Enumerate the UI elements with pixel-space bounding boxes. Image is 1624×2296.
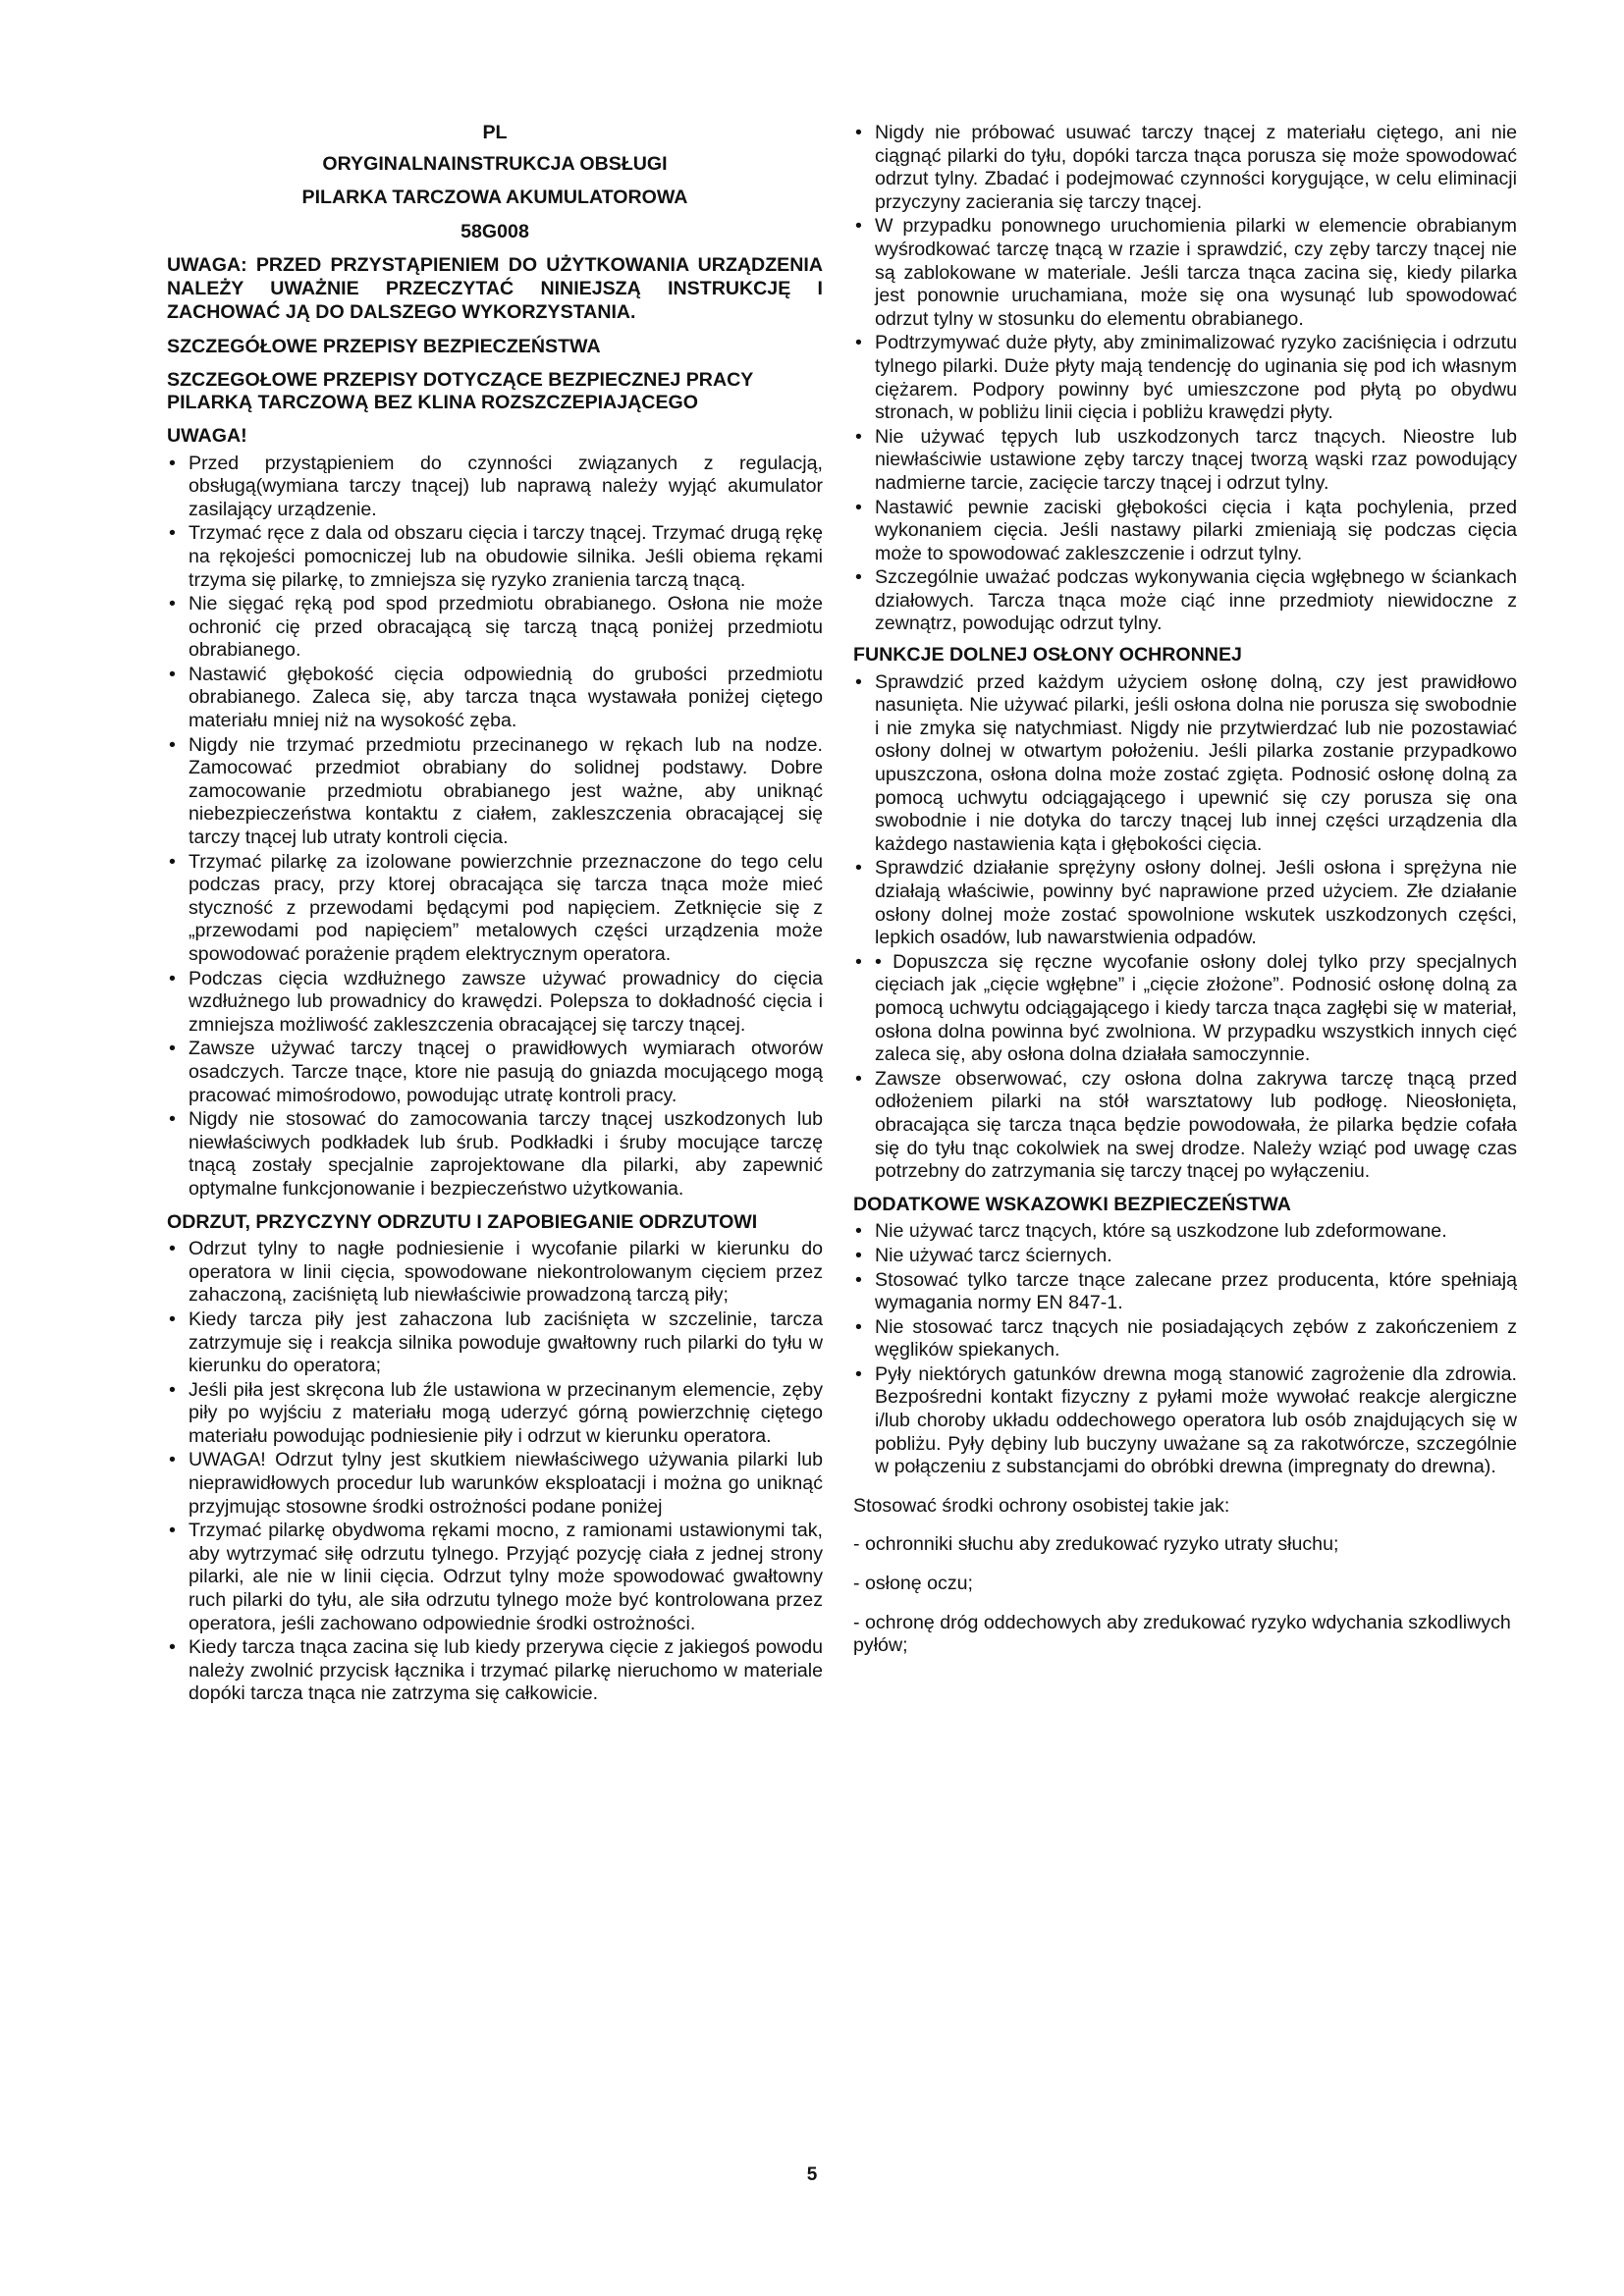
- list-item: • Sprawdzić przed każdym użyciem osłonę dolną, czy jest prawidłowo nasunięta. Nie używać pilarki, jeśli osłona dolna nie porusza się swobodnie i nie zmyka się natychmiast. Nigdy nie przytwierdzać lub nie pozostawiać osłony dolnej w otwartym położeniu. Jeśli pilarka zostanie przypadkowo upuszczona, osłona dolna może zostać zgięta. Podnosić osłonę dolną za pomocą uchwytu odciągającego i upewnić się czy porusza się ona swobodnie i nie dotyka do tarczy tnącej lub innej części urządzenia dla każdego nastawienia kąta i głębokości cięcia.: [853, 671, 1517, 857]
- model-number: 58G008: [460, 220, 529, 242]
- list-item: • Pyły niektórych gatunków drewna mogą stanowić zagrożenie dla zdrowia. Bezpośredni kontakt fizyczny z pyłami może wywołać reakcje alergiczne i/lub choroby układu oddechowego operatora lub osób znajdujących się w pobliżu. Pyły dębiny lub buczyny uważane są za rakotwórcze, szczególnie w połączeniu z substancjami do obróbki drewna (impregnaty do drewna).: [853, 1363, 1517, 1479]
- list-item: • W przypadku ponownego uruchomienia pilarki w elemencie obrabianym wyśrodkować tarczę tnącą w rzazie i sprawdzić, czy zęby tarczy tnącej nie są zablokowane w materiale. Jeśli tarcza tnąca zacina się, kiedy pilarka jest ponownie uruchamiana, może się ona wysunąć lub spowodować odrzut tylny w stosunku do elementu obrabianego.: [853, 215, 1517, 331]
- warning-intro: UWAGA: PRZED PRZYSTĄPIENIEM DO UŻYTKOWANIA URZĄDZENIA NALEŻY UWAŻNIE PRZECZYTAĆ NINIEJSZĄ INSTRUKCJĘ I ZACHOWAĆ JĄ DO DALSZEGO WYKORZYSTANIA.: [167, 254, 823, 323]
- list-item: • Jeśli piła jest skręcona lub źle ustawiona w przecinanym elemencie, zęby piły po wyjściu z materiału mogą uderzyć górną powierzchnię ciętego materiału powodując podniesienie piły i odrzut w kierunku operatora.: [167, 1379, 823, 1449]
- list-item: • Trzymać pilarkę obydwoma rękami mocno, z ramionami ustawionymi tak, aby wytrzymać siłę odrzutu tylnego. Przyjąć pozycję ciała z jednej strony pilarki, ale nie w linii cięcia. Odrzut tylny może spowodować gwałtowny ruch pilarki do tyłu, ale siła odrzutu tylnego może być kontrolowana przez operatora, jeśli zachowano odpowiednie środki ostrożności.: [167, 1520, 823, 1635]
- list-item: • Zawsze obserwować, czy osłona dolna zakrywa tarczę tnącą przed odłożeniem pilarki na stół warsztatowy lub podłogę. Nieosłonięta, obracająca się tarcza tnąca będzie powodowała, że pilarka będzie cofała się do tyłu tnąc cokolwiek na swej drodze. Należy wziąć pod uwagę czas potrzebny do zatrzymania się tarczy tnącej po wyłączeniu.: [853, 1068, 1517, 1184]
- list-item: • Nigdy nie stosować do zamocowania tarczy tnącej uszkodzonych lub niewłaściwych podkładek lub śrub. Podkładki i śruby mocujące tarczę tnącą zostały specjalnie zaprojektowane dla pilarki, aby zapewnić optymalne funkcjonowanie i bezpieczeństwo użytkowania.: [167, 1108, 823, 1201]
- list-item: • Trzymać ręce z dala od obszaru cięcia i tarczy tnącej. Trzymać drugą rękę na rękojeści pomocniczej lub na obudowie silnika. Jeśli obiema rękami trzyma się pilarkę, to zmniejsza się ryzyko zranienia tarczą tnącą.: [167, 522, 823, 592]
- list-item: • Trzymać pilarkę za izolowane powierzchnie przeznaczone do tego celu podczas pracy, przy ktorej obracająca się tarcza tnąca może mieć styczność z przewodami będącymi pod napięciem. Zetknięcie się z „przewodami pod napięciem” metalowych części urządzenia może spowodować porażenie prądem elektrycznym operatora.: [167, 851, 823, 967]
- list-item: • Nie stosować tarcz tnących nie posiadających zębów z zakończeniem z węglików spiekanych.: [853, 1316, 1517, 1362]
- left-column: [167, 122, 823, 1707]
- list-item: • UWAGA! Odrzut tylny jest skutkiem niewłaściwego używania pilarki lub nieprawidłowych procedur lub warunków eksploatacji i można go uniknąć przyjmując stosowne środki ostrożności podane poniżej: [167, 1449, 823, 1519]
- additional-list: [853, 1220, 1517, 1479]
- list-item: • Przed przystąpieniem do czynności związanych z regulacją, obsługą(wymiana tarczy tnącej) lub naprawą należy wyjąć akumulator zasilający urządzenie.: [167, 453, 823, 522]
- list-item: • Podczas cięcia wzdłużnego zawsze używać prowadnicy do cięcia wzdłużnego lub prowadnicy do krawędzi. Polepsza to dokładność cięcia i zmniejsza możliwość zakleszczenia obracającej się tarczy tnącej.: [167, 968, 823, 1038]
- section-heading-attention: UWAGA!: [167, 424, 247, 447]
- list-item: • Nastawić głębokość cięcia odpowiednią do grubości przedmiotu obrabianego. Zaleca się, aby tarcza tnąca wystawała poniżej ciętego materiału mniej niż na wysokość zęba.: [167, 664, 823, 733]
- document-title: ORYGINALNAINSTRUKCJA OBSŁUGI: [322, 152, 668, 175]
- page-number: 5: [806, 2164, 818, 2185]
- list-item: • Podtrzymywać duże płyty, aby zminimalizować ryzyko zaciśnięcia i odrzutu tylnego pilarki. Duże płyty mają tendencję do uginania się pod ich własnym ciężarem. Podpory powinny być umieszczone pod płytą po obydwu stronach, w pobliżu linii cięcia i pobliżu krawędzi płyty.: [853, 332, 1517, 424]
- list-item: • Nie używać tępych lub uszkodzonych tarcz tnących. Nieostre lub niewłaściwie ustawione zęby tarczy tnącej tworzą wąski rzaz powodujący nadmierne tarcie, zacięcie tarczy tnącej i odrzut tylny.: [853, 426, 1517, 496]
- section-heading-kickback: ODRZUT, PRZYCZYNY ODRZUTU I ZAPOBIEGANIE ODRZUTOWI: [167, 1210, 758, 1233]
- language-label: PL: [482, 122, 508, 143]
- section-heading-safety: SZCZEGÓŁOWE PRZEPISY BEZPIECZEŃSTWA: [167, 336, 601, 358]
- list-item: • Nigdy nie próbować usuwać tarczy tnącej z materiału ciętego, ani nie ciągnąć pilarki do tyłu, dopóki tarcza tnąca porusza się może spowodować odrzut tylny. Zbadać i podejmować czynności korygujące, w celu eliminacji przyczyny zacierania się tarczy tnącej.: [853, 122, 1517, 214]
- list-item: • Nie używać tarcz tnących, które są uszkodzone lub zdeformowane.: [853, 1220, 1517, 1244]
- lower-guard-list: [853, 671, 1517, 1184]
- section-heading-lower-guard: FUNKCJE DOLNEJ OSŁONY OCHRONNEJ: [853, 644, 1242, 667]
- product-name: PILARKA TARCZOWA AKUMULATOROWA: [301, 187, 688, 209]
- list-item: • Nigdy nie trzymać przedmiotu przecinanego w rękach lub na nodze. Zamocować przedmiot obrabiany do solidnej podstawy. Dobre zamocowanie przedmiotu obrabianego jest ważne, aby uniknąć niebezpieczeństwa kontaktu z ciałem, zakleszczenia obracającej się tarczy tnącej lub utraty kontroli cięcia.: [167, 734, 823, 850]
- list-item: • • Dopuszcza się ręczne wycofanie osłony dolej tylko przy specjalnych cięciach jak „cięcie wgłębne” i „cięcie złożone”. Podnosić osłonę dolną za pomocą uchwytu odciągającego i kiedy tarcza tnąca zagłębi się w materiał, osłona dolna powinna być zwolniona. W przypadku wszystkich innych cięć zaleca się, aby osłona dolna działała samoczynnie.: [853, 951, 1517, 1067]
- list-item: • Kiedy tarcza piły jest zahaczona lub zaciśnięta w szczelinie, tarcza zatrzymuje się i reakcja silnika powoduje gwałtowny ruch pilarki do tyłu w kierunku do operatora;: [167, 1308, 823, 1378]
- list-item: • Szczególnie uważać podczas wykonywania cięcia wgłębnego w ściankach działowych. Tarcza tnąca może ciąć inne przedmioty niewidoczne z zewnątrz, powodując odrzut tylny.: [853, 566, 1517, 636]
- ppe-hearing: - ochronniki słuchu aby zredukować ryzyko utraty słuchu;: [853, 1533, 1339, 1556]
- ppe-eyes: - osłonę oczu;: [853, 1573, 973, 1595]
- section-heading-additional: DODATKOWE WSKAZOWKI BEZPIECZEŃSTWA: [853, 1193, 1291, 1215]
- list-item: • Nie sięgać ręką pod spod przedmiotu obrabianego. Osłona nie może ochronić cię przed obracającą się tarczą tnącą poniżej przedmiotu obrabianego.: [167, 593, 823, 663]
- list-item: • Nastawić pewnie zaciski głębokości cięcia i kąta pochylenia, przed wykonaniem cięcia. Jeśli nastawy pilarki zmieniają się podczas cięcia może to spowodować zakleszczenie i odrzut tylny.: [853, 497, 1517, 566]
- list-item: • Odrzut tylny to nagłe podniesienie i wycofanie pilarki w kierunku do operatora w linii cięcia, spowodowane niekontrolowanym cięciem przez zahaczoną, zaciśniętą lub niewłaściwie prowadzoną tarczą piły;: [167, 1238, 823, 1308]
- list-item: • Zawsze używać tarczy tnącej o prawidłowych wymiarach otworów osadczych. Tarcze tnące, ktore nie pasują do gniazda mocującego mogą pracować mimośrodowo, powodując utratę kontroli pracy.: [167, 1038, 823, 1107]
- kickback-list: [167, 1238, 823, 1706]
- list-item: • Stosować tylko tarcze tnące zalecane przez producenta, które spełniają wymagania normy EN 847-1.: [853, 1269, 1517, 1315]
- list-item: • Nie używać tarcz ściernych.: [853, 1245, 1517, 1268]
- kickback-list-continued: [853, 122, 1517, 636]
- ppe-respiratory: - ochronę dróg oddechowych aby zredukować ryzyko wdychania szkodliwych pyłów;: [853, 1611, 1511, 1657]
- section-heading-detailed-rules: SZCZEGOŁOWE PRZEPISY DOTYCZĄCE BEZPIECZNEJ PRACY PILARKĄ TARCZOWĄ BEZ KLINA ROZSZCZEPIAJĄCEGO: [167, 368, 753, 414]
- ppe-intro: Stosować środki ochrony osobistej takie jak:: [853, 1494, 1230, 1517]
- right-column: [853, 122, 1517, 1658]
- list-item: • Sprawdzić działanie sprężyny osłony dolnej. Jeśli osłona i sprężyna nie działają właściwie, powinny być naprawione przed użyciem. Złe działanie osłony dolnej może zostać spowolnione wskutek uszkodzonych części, lepkich osadów, lub nawarstwienia odpadów.: [853, 857, 1517, 949]
- list-item: • Kiedy tarcza tnąca zacina się lub kiedy przerywa cięcie z jakiegoś powodu należy zwolnić przycisk łącznika i trzymać pilarkę nieruchomo w materiale dopóki tarcza tnąca nie zatrzyma się całkowicie.: [167, 1636, 823, 1706]
- safety-list: [167, 453, 823, 1201]
